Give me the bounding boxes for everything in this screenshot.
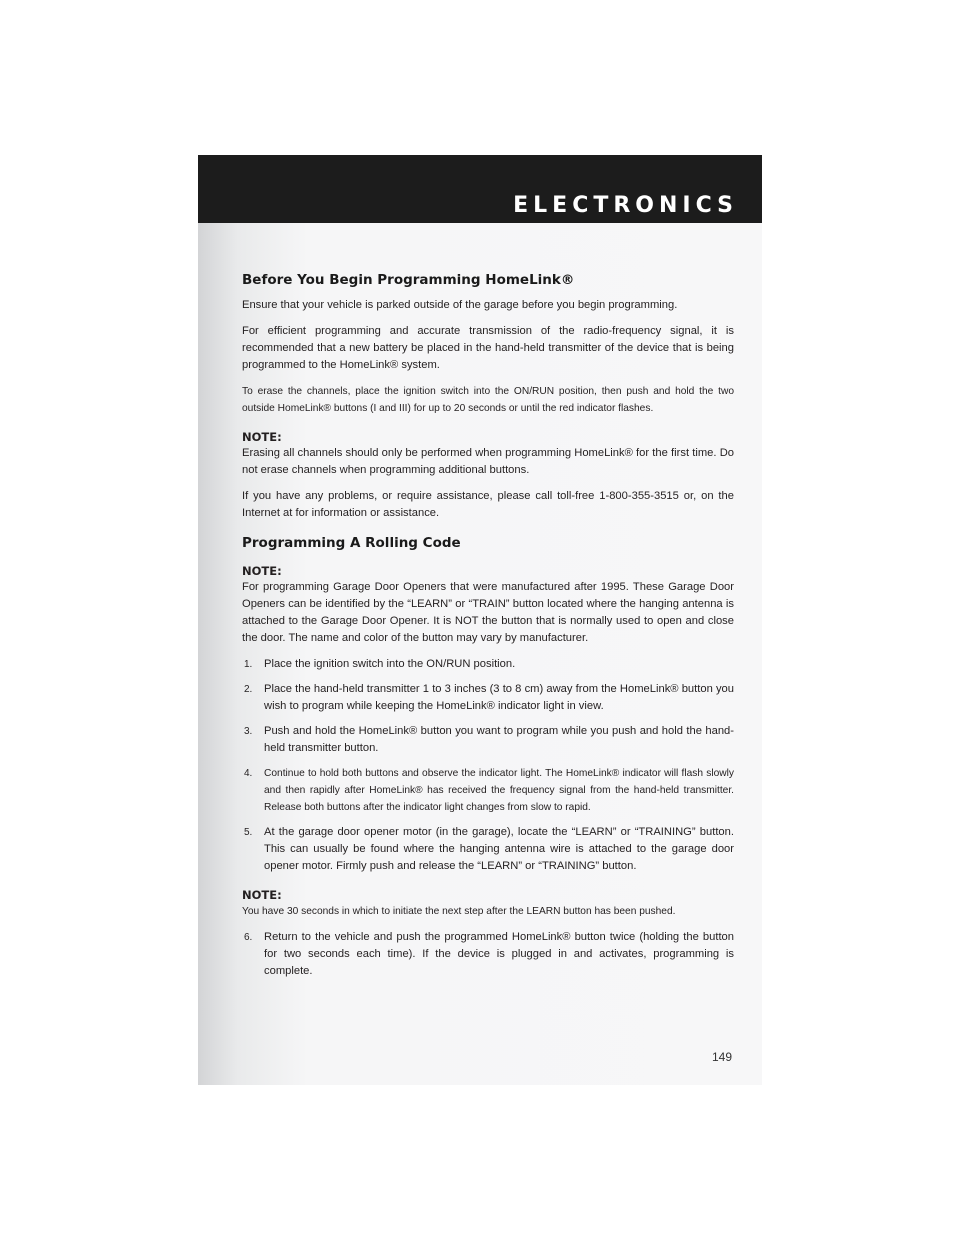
step-text: Return to the vehicle and push the programmed HomeLink® button twice (holding the button for two seconds each time). If the device is plugged in and activates, programming is complete. (264, 931, 734, 977)
step-item (242, 824, 734, 875)
note-label: NOTE: (242, 564, 282, 578)
note-label: NOTE: (242, 430, 282, 444)
step-text: Push and hold the HomeLink® button you want to program while you push and hold the hand-held transmitter button. (264, 725, 734, 754)
step-number: 6. (244, 932, 253, 943)
step-number: 1. (244, 659, 253, 670)
step-number: 4. (244, 768, 253, 779)
step-number: 3. (244, 726, 253, 737)
note-label: NOTE: (242, 888, 282, 902)
step-number: 2. (244, 684, 253, 695)
paragraph-assistance: If you have any problems, or require assistance, please call toll-free 1-800-355-3515 or, on the Internet at for information or assistance. (242, 490, 734, 519)
step-text: Continue to hold both buttons and observe the indicator light. The HomeLink® indicator will flash slowly and then rapidly after HomeLink® has received the frequency signal from the hand-held transmitter. Release both buttons after the indicator light changes from slow to rapid. (264, 768, 734, 813)
paragraph-parked-outside: Ensure that your vehicle is parked outside of the garage before you begin programming. (242, 299, 678, 311)
programming-steps (242, 656, 734, 875)
step-text: Place the ignition switch into the ON/RUN position. (264, 658, 516, 670)
page-content (242, 272, 734, 988)
paragraph-erase-channels: To erase the channels, place the ignition switch into the ON/RUN position, then push and hold the two outside HomeLink® buttons (I and III) for up to 20 seconds or until the red indicator flashes. (242, 386, 734, 414)
programming-steps-continued (242, 929, 734, 980)
heading-rolling-code: Programming A Rolling Code (242, 535, 461, 551)
section-title: ELECTRONICS (513, 193, 738, 218)
step-text: At the garage door opener motor (in the garage), locate the “LEARN” or “TRAINING” button. This can usually be found where the hanging antenna wire is attached to the garage door opener motor. Firmly push and release the “LEARN” or “TRAINING” button. (264, 826, 734, 872)
step-item (242, 681, 734, 715)
note-erase-first-time: Erasing all channels should only be performed when programming HomeLink® for the first time. Do not erase channels when programming additional buttons. (242, 447, 734, 476)
manual-page (198, 155, 762, 1085)
step-item (242, 929, 734, 980)
section-banner (198, 155, 762, 223)
step-item (242, 723, 734, 757)
step-text: Place the hand-held transmitter 1 to 3 inches (3 to 8 cm) away from the HomeLink® button you wish to program while keeping the HomeLink® indicator light in view. (264, 683, 734, 712)
step-number: 5. (244, 827, 253, 838)
note-garage-openers: For programming Garage Door Openers that were manufactured after 1995. These Garage Door Openers can be identified by the “LEARN” or “TRAIN” button located where the hanging antenna is attached to the Garage Door Opener. It is NOT the button that is normally used to open and close the door. The name and color of the button may vary by manufacturer. (242, 581, 734, 644)
paragraph-new-battery: For efficient programming and accurate transmission of the radio-frequency signal, it is recommended that a new battery be placed in the hand-held transmitter of the device that is being programmed to the HomeLink® system. (242, 325, 734, 371)
step-item (242, 656, 734, 673)
heading-before-you-begin: Before You Begin Programming HomeLink® (242, 272, 575, 288)
page-number: 149 (712, 1050, 733, 1064)
note-thirty-seconds: You have 30 seconds in which to initiate the next step after the LEARN button has been pushed. (242, 906, 676, 917)
step-item (242, 765, 734, 816)
